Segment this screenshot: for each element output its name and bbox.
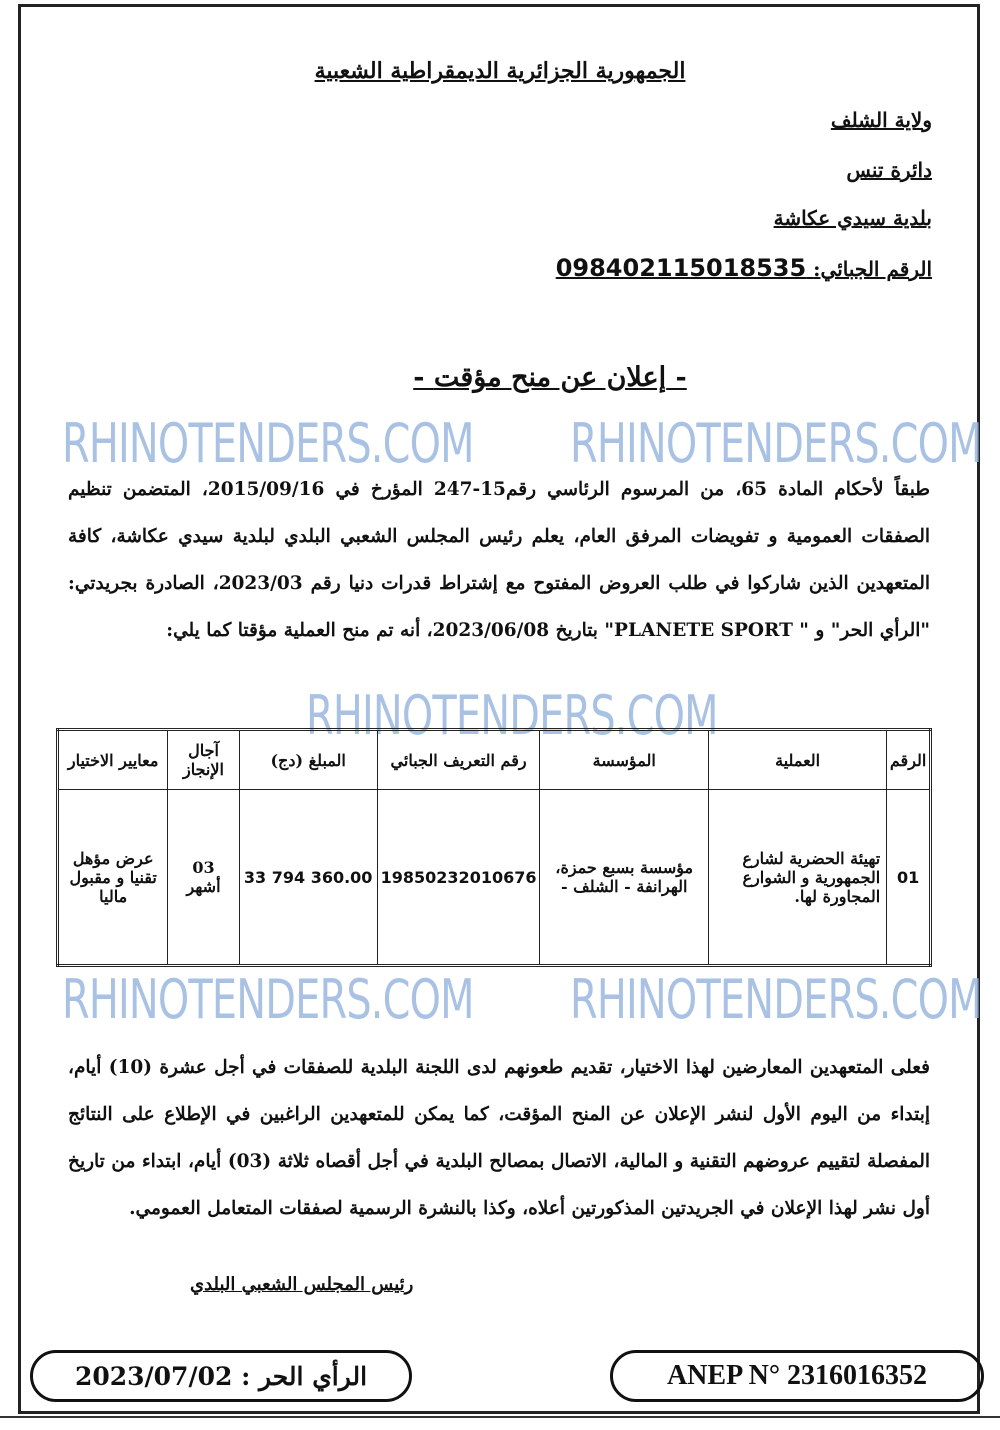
closing-paragraph [68, 1044, 930, 1232]
watermark: RHINOTENDERS.COM [570, 968, 982, 1031]
cell-number: 01 [887, 790, 931, 966]
col-header-amount: المبلغ (دج) [239, 730, 377, 790]
anep-number-badge: ANEP N° 2316016352 [610, 1350, 984, 1402]
announcement-title: - إعلان عن منح مؤقت - [413, 362, 687, 393]
table-header-row [58, 730, 931, 790]
cell-criteria: عرض مؤهل تقنيا و مقبول ماليا [58, 790, 168, 966]
table-row [58, 790, 931, 966]
daira-label: دائرة تنس [846, 158, 932, 182]
newspaper-date-badge: الرأي الحر : 2023/07/02 [30, 1350, 412, 1402]
cell-duration: 03 أشهر [168, 790, 239, 966]
signature-title: رئيس المجلس الشعبي البلدي [190, 1274, 414, 1295]
col-header-duration: آجال الإنجاز [168, 730, 239, 790]
col-header-number: الرقم [887, 730, 931, 790]
tax-id-line [556, 254, 932, 282]
intro-paragraph [68, 466, 930, 654]
cell-amount: 33 794 360.00 [239, 790, 377, 966]
commune-label: بلدية سيدي عكاشة [773, 206, 932, 230]
watermark: RHINOTENDERS.COM [306, 684, 718, 747]
col-header-institution: المؤسسة [540, 730, 709, 790]
closing-text: فعلى المتعهدين المعارضين لهذا الاختيار، تقديم طعونهم لدى اللجنة البلدية للصفقات في أجل عشرة (10) أيام، إبتداء من اليوم الأول لنشر الإعلان عن المنح المؤقت، كما يمكن للمتعهدين الراغبين في الإطلاع على النتائج المفصلة لتقييم عروضهم التقنية و المالية، الاتصال بمصالح البلدية في أجل أقصاه ثلاثة (03) أيام، ابتداء من تاريخ أول نشر لهذا الإعلان في الجريدتين المذكورتين أعلاه، وكذا بالنشرة الرسمية لصفقات المتعامل العمومي. [68, 1057, 931, 1219]
tax-id-value: 098402115018535 [555, 254, 807, 282]
watermark: RHINOTENDERS.COM [570, 412, 982, 475]
cell-operation: تهيئة الحضرية لشارع الجمهورية و الشوارع المجاورة لها. [709, 790, 887, 966]
cell-tax-id: 19850232010676 [377, 790, 540, 966]
watermark: RHINOTENDERS.COM [62, 412, 474, 475]
country-heading: الجمهورية الجزائرية الديمقراطية الشعبية [314, 58, 686, 84]
watermark: RHINOTENDERS.COM [62, 968, 474, 1031]
cell-institution: مؤسسة بسبع حمزة، الهرانفة - الشلف - [540, 790, 709, 966]
award-table [56, 728, 932, 967]
tax-id-label: الرقم الجبائي: [813, 257, 932, 281]
col-header-operation: العملية [709, 730, 887, 790]
intro-text: طبقاً لأحكام المادة 65، من المرسوم الرئاسي رقم15-247 المؤرخ في 2015/09/16، المتضمن تنظيم الصفقات العمومية و تفويضات المرفق العام، يعلم رئيس المجلس الشعبي البلدي لبلدية سيدي عكاشة، كافة المتعهدين الذين شاركوا في طلب العروض المفتوح مع إشتراط قدرات دنيا رقم 2023/03، الصادرة بجريدتي: "الرأي الحر" و " PLANETE SPORT" بتاريخ 2023/06/08، أنه تم منح العملية مؤقتا كما يلي: [68, 479, 931, 641]
col-header-criteria: معايير الاختيار [58, 730, 168, 790]
col-header-tax-id: رقم التعريف الجبائي [377, 730, 540, 790]
wilaya-label: ولاية الشلف [830, 108, 932, 132]
bottom-rule [0, 1416, 1000, 1418]
